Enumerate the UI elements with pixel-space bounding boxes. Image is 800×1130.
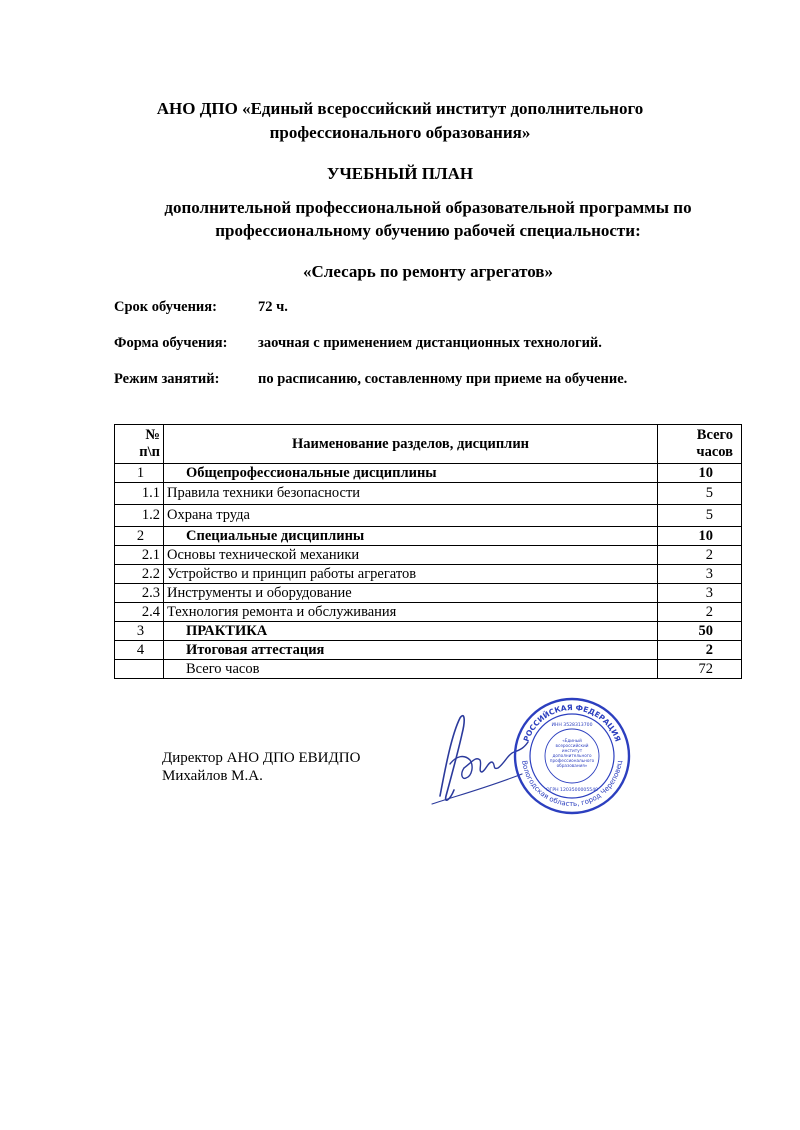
row-name: Инструменты и оборудование (164, 584, 658, 603)
row-name: Всего часов (164, 660, 658, 679)
document-title: УЧЕБНЫЙ ПЛАН (326, 164, 474, 183)
stamp-ogrn: ОГРН 1203500005540 (545, 788, 599, 793)
document-subtitle-line2: профессиональному обучению рабочей специальности: (215, 221, 641, 240)
mode-value: по расписанию, составленному при приеме на обучение. (258, 371, 628, 387)
column-header-number (115, 425, 164, 464)
institute-name-line2: профессионального образования» (269, 123, 531, 142)
row-number: 1.1 (115, 483, 164, 505)
row-number: 2.2 (115, 565, 164, 584)
stamp-center-text: «Единый всероссийский институт дополнительного профессионального образования» (549, 738, 595, 768)
row-number: 2.3 (115, 584, 164, 603)
row-number: 1.2 (115, 505, 164, 527)
stamp-top-text: РОССИЙСКАЯ ФЕДЕРАЦИЯ (521, 702, 623, 743)
document-subtitle (0, 196, 800, 242)
row-number: 4 (115, 641, 164, 660)
table-row (115, 546, 742, 565)
table-row (115, 483, 742, 505)
row-hours: 5 (658, 483, 742, 505)
stamp-inn: ИНН 3528313700 (551, 723, 593, 728)
table-row (115, 584, 742, 603)
table-header-row (115, 425, 742, 464)
row-hours: 2 (658, 603, 742, 622)
table-row (115, 505, 742, 527)
table-row (115, 622, 742, 641)
row-name: ПРАКТИКА (164, 622, 658, 641)
duration-row (114, 298, 288, 316)
program-name: «Слесарь по ремонту агрегатов» (303, 262, 553, 281)
institute-name-line1: АНО ДПО «Единый всероссийский институт дополнительного (156, 99, 644, 118)
row-hours: 2 (658, 546, 742, 565)
row-hours: 10 (658, 527, 742, 546)
stamp-bottom-text: Вологодская область, город Череповец (520, 759, 624, 809)
row-number (115, 660, 164, 679)
duration-label: Срок обучения: (114, 299, 217, 315)
institute-name (0, 97, 800, 145)
table-row (115, 641, 742, 660)
row-name: Итоговая аттестация (164, 641, 658, 660)
row-name: Устройство и принцип работы агрегатов (164, 565, 658, 584)
form-label: Форма обучения: (114, 335, 228, 351)
curriculum-table (114, 424, 742, 679)
row-name: Специальные дисциплины (164, 527, 658, 546)
row-number: 2 (115, 527, 164, 546)
row-hours: 3 (658, 565, 742, 584)
row-number: 2.1 (115, 546, 164, 565)
row-name: Технология ремонта и обслуживания (164, 603, 658, 622)
document-subtitle-line1: дополнительной профессиональной образовательной программы по (164, 198, 692, 217)
column-header-hours-line1: Всего (696, 427, 733, 443)
row-number: 1 (115, 464, 164, 483)
column-header-hours-line2: часов (696, 444, 733, 460)
row-hours: 50 (658, 622, 742, 641)
row-hours: 5 (658, 505, 742, 527)
row-name: Общепрофессиональные дисциплины (164, 464, 658, 483)
row-number: 2.4 (115, 603, 164, 622)
row-name: Охрана труда (164, 505, 658, 527)
organization-stamp (512, 696, 632, 816)
row-name: Правила техники безопасности (164, 483, 658, 505)
signer-name: Михайлов М.А. (162, 768, 263, 784)
table-row (115, 527, 742, 546)
form-value: заочная с применением дистанционных технологий. (258, 335, 602, 351)
row-hours: 72 (658, 660, 742, 679)
column-header-name: Наименование разделов, дисциплин (164, 425, 658, 464)
signer-position: Директор АНО ДПО ЕВИДПО (162, 750, 361, 766)
form-row (114, 334, 602, 352)
duration-value: 72 ч. (258, 299, 288, 315)
mode-label: Режим занятий: (114, 371, 220, 387)
row-number: 3 (115, 622, 164, 641)
table-row (115, 565, 742, 584)
row-hours: 2 (658, 641, 742, 660)
table-row (115, 464, 742, 483)
mode-row (114, 370, 627, 388)
column-header-number-line2: п\п (139, 444, 160, 460)
row-hours: 3 (658, 584, 742, 603)
column-header-number-line1: № (145, 427, 160, 443)
column-header-hours (658, 425, 742, 464)
row-hours: 10 (658, 464, 742, 483)
table-row (115, 603, 742, 622)
table-row-total (115, 660, 742, 679)
signer-block (162, 749, 360, 785)
row-name: Основы технической механики (164, 546, 658, 565)
